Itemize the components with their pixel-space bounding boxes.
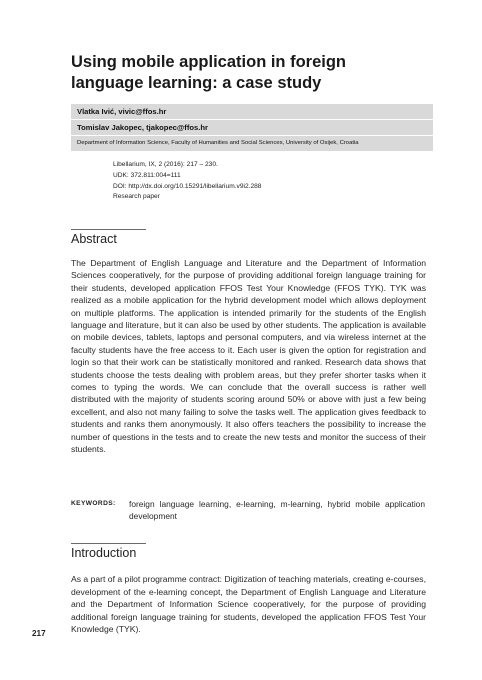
author-box [71, 104, 433, 151]
abstract-text: The Department of English Language and Literature and the Department of Information Sciences cooperatively, for the purpose of providing additional foreign language training for their students, developed application FFOS Test Your Knowledge (FFOS TYK). TYK was realized as a mobile application for the hybrid development model which allows deployment on multiple platforms. The application is intended primarily for the students of the English language and literature, but it can also be used by other students. The application is available on mobile devices, tablets, laptops and personal computers, and via wireless internet at the faculty students have the free access to it. Each user is given the option for registration and login so that their work can be statistically monitored and ranked. Research data shows that students choose the tests dealing with problem areas, but they prefer shorter tasks when it comes to typing the words. We can conclude that the overall success is rather well distributed with the majority of students scoring around 50% or above with just a few being excellent, and also not many failing to solve the tasks well. The application gives feedback to students and ranks them anonymously. It also offers teachers the possibility to increase the number of questions in the tests and to create the new tests and monitor the success of their students. [71, 258, 426, 455]
author-1: Vlatka Ivić, vivic@ffos.hr [71, 104, 433, 120]
author-2: Tomislav Jakopec, tjakopec@ffos.hr [71, 120, 433, 136]
introduction-text: As a part of a pilot programme contract: Digitization of teaching materials, creating e-courses, development of the e-learning concept, the Department of English Language and Literature and the Department of Information Science cooperatively, for the purpose of providing additional foreign language training for students, developed the application FFOS Test Your Knowledge (TYK). [71, 574, 426, 635]
author-affiliation: Department of Information Science, Faculty of Humanities and Social Sciences, University of Osijek, Croatia [77, 140, 359, 146]
introduction-heading: Introduction [71, 546, 137, 560]
keywords-label: KEYWORDS: [71, 500, 116, 507]
introduction-rule [71, 543, 146, 544]
paper-type: Research paper [113, 193, 160, 201]
page-number: 217 [32, 629, 46, 638]
abstract-heading: Abstract [71, 232, 117, 246]
article-title [71, 52, 431, 94]
doi-link[interactable]: DOI: http://dx.doi.org/10.15291/libellarium.v9i2.288 [113, 182, 262, 190]
citation: Libellarium, IX, 2 (2016): 217 – 230. [113, 161, 218, 168]
article-title-line-1: Using mobile application in foreign [71, 53, 347, 71]
udk-code: UDK: 372.811:004=111 [113, 171, 181, 179]
article-title-line-2: language learning: a case study [71, 74, 322, 92]
keywords-text: foreign language learning, e-learning, m-learning, hybrid mobile application development [129, 499, 425, 521]
abstract-rule [71, 229, 146, 230]
article-metadata [113, 160, 261, 203]
